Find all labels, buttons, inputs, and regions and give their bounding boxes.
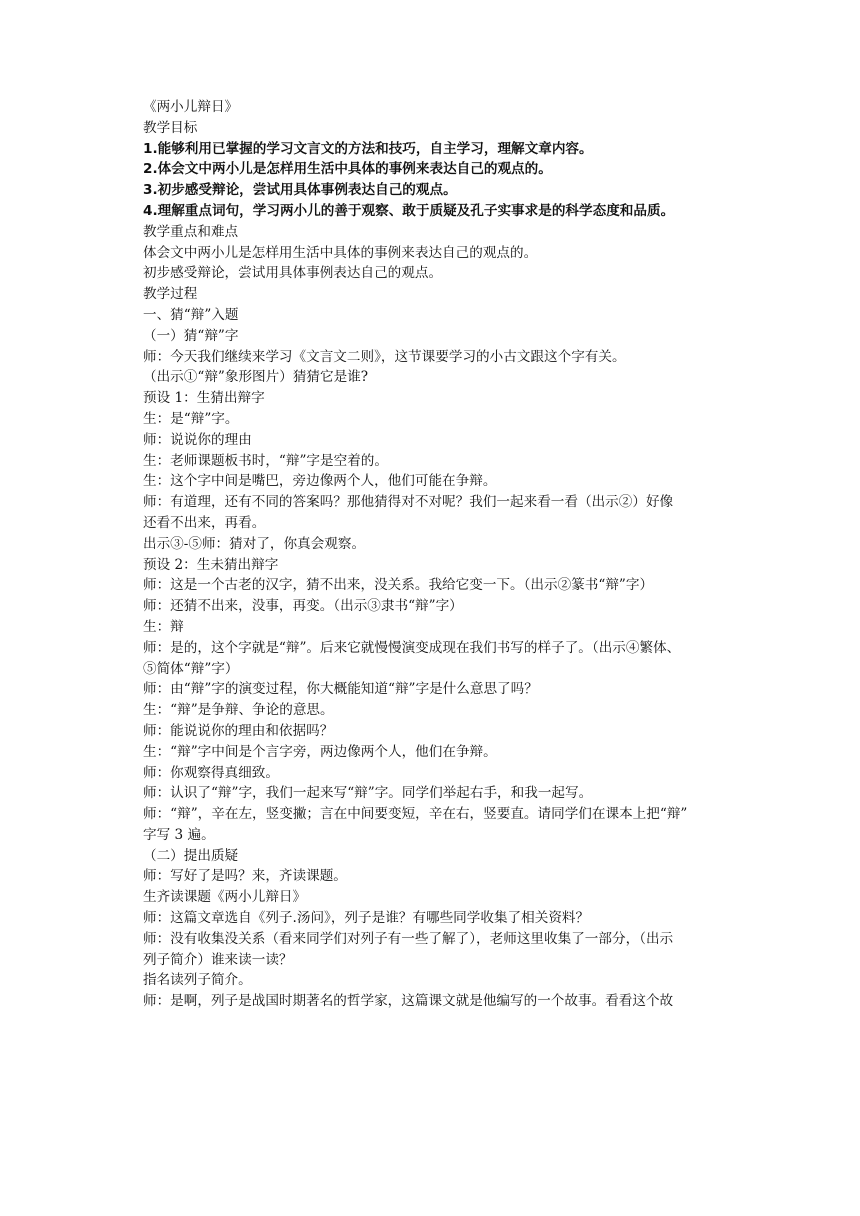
subsection-heading: 一、猜“辩”入题 bbox=[143, 306, 239, 323]
paragraph-line: 师：没有收集没关系（看来同学们对列子有一些了解了），老师这里收集了一部分，（出示 bbox=[143, 930, 674, 947]
objective-item-1: 1.能够利用已掌握的学习文言文的方法和技巧，自主学习，理解文章内容。 bbox=[143, 140, 593, 157]
paragraph-line: 预设 2：生未猜出辩字 bbox=[143, 556, 279, 573]
paragraph-line: 生：“辩”是争辩、争论的意思。 bbox=[143, 702, 334, 719]
paragraph-line: 生：“辩”字中间是个言字旁，两边像两个人，他们在争辩。 bbox=[143, 743, 497, 760]
paragraph-line: 师：今天我们继续来学习《文言文二则》，这节课要学习的小古文跟这个字有关。 bbox=[143, 348, 626, 365]
paragraph-line: 生：是“辩”字。 bbox=[143, 410, 239, 427]
section-heading-objectives: 教学目标 bbox=[143, 119, 198, 136]
paragraph-line: 师：认识了“辩”字，我们一起来写“辩”字。同学们举起右手，和我一起写。 bbox=[143, 785, 593, 802]
paragraph-line: 师：还猜不出来，没事，再变。（出示③隶书“辩”字） bbox=[143, 598, 463, 615]
document-page bbox=[143, 97, 741, 1012]
paragraph-line: 师：是啊，列子是战国时期著名的哲学家，这篇课文就是他编写的一个故事。看看这个故 bbox=[143, 993, 674, 1010]
paragraph-line: 出示③-⑤师：猜对了，你真会观察。 bbox=[143, 535, 366, 552]
paragraph-line: 师：能说说你的理由和依据吗？ bbox=[143, 722, 334, 739]
section-heading-process: 教学过程 bbox=[143, 286, 198, 303]
subsection-heading: （一）猜“辩”字 bbox=[143, 327, 239, 344]
paragraph-line: 还看不出来，再看。 bbox=[143, 514, 266, 531]
section-heading-key-points: 教学重点和难点 bbox=[143, 223, 239, 240]
paragraph-line: （出示①“辩”象形图片）猜猜它是谁? bbox=[143, 369, 369, 386]
paragraph-line: 师：“辩”，辛在左，竖变撇；言在中间要变短，辛在右，竖要直。请同学们在课本上把“辩” bbox=[143, 806, 688, 823]
objective-item-4: 4.理解重点词句，学习两小儿的善于观察、敢于质疑及孔子实事求是的科学态度和品质。 bbox=[143, 202, 675, 219]
paragraph-line: 列子简介）谁来读一读？ bbox=[143, 951, 293, 968]
paragraph-line: 指名读列子简介。 bbox=[143, 972, 252, 989]
paragraph-line: 师：写好了是吗？来，齐读课题。 bbox=[143, 868, 347, 885]
key-point-2: 初步感受辩论，尝试用具体事例表达自己的观点。 bbox=[143, 265, 443, 282]
document-title: 《两小儿辩日》 bbox=[143, 99, 239, 115]
paragraph-line: 生：老师课题板书时，“辩”字是空着的。 bbox=[143, 452, 388, 469]
paragraph-line: 字写 3 遍。 bbox=[143, 826, 215, 843]
paragraph-line: 生：这个字中间是嘴巴，旁边像两个人，他们可能在争辩。 bbox=[143, 473, 497, 490]
key-point-1: 体会文中两小儿是怎样用生活中具体的事例来表达自己的观点的。 bbox=[143, 244, 538, 261]
objective-item-2: 2.体会文中两小儿是怎样用生活中具体的事例来表达自己的观点的。 bbox=[143, 161, 552, 178]
paragraph-line: 师：是的，这个字就是“辩”。后来它就慢慢演变成现在我们书写的样子了。（出示④繁体、 bbox=[143, 639, 681, 656]
paragraph-line: 预设 1：生猜出辩字 bbox=[143, 390, 265, 407]
paragraph-line: 师：说说你的理由 bbox=[143, 431, 252, 448]
paragraph-line: 生齐读课题《两小儿辩日》 bbox=[143, 889, 307, 906]
subsection-heading: （二）提出质疑 bbox=[143, 847, 239, 864]
paragraph-line: 师：由“辩”字的演变过程，你大概能知道“辩”字是什么意思了吗？ bbox=[143, 681, 538, 698]
objective-item-3: 3.初步感受辩论，尝试用具体事例表达自己的观点。 bbox=[143, 182, 457, 199]
paragraph-line: 师：这是一个古老的汉字，猜不出来，没关系。我给它变一下。（出示②篆书“辩”字） bbox=[143, 577, 654, 594]
paragraph-line: 生：辩 bbox=[143, 618, 184, 635]
paragraph-line: 师：你观察得真细致。 bbox=[143, 764, 279, 781]
paragraph-line: 师：这篇文章选自《列子.汤问》，列子是谁？有哪些同学收集了相关资料？ bbox=[143, 910, 590, 927]
paragraph-line: ⑤简体“辩”字） bbox=[143, 660, 239, 677]
paragraph-line: 师：有道理，还有不同的答案吗？那他猜得对不对呢？我们一起来看一看（出示②）好像 bbox=[143, 494, 674, 511]
